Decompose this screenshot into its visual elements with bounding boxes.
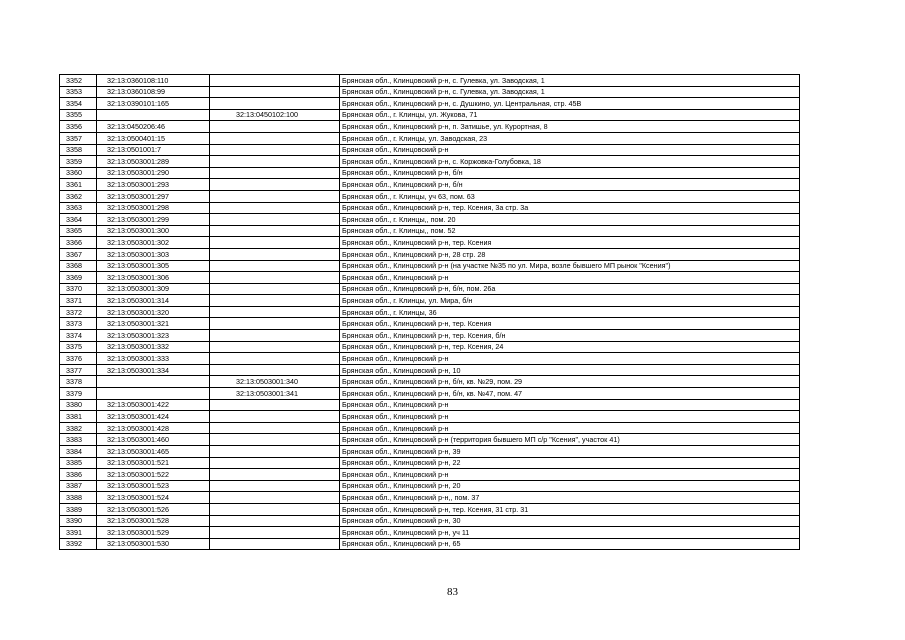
row-number-cell: 3376 [60,353,97,365]
row-number-cell: 3383 [60,434,97,446]
table-row [60,330,800,342]
cadastral-number-alt-cell [210,341,340,353]
cadastral-number-alt-cell [210,469,340,481]
cadastral-number-alt-cell [210,306,340,318]
row-number-cell: 3371 [60,295,97,307]
cadastral-number-cell: 32:13:0390101:165 [97,98,210,110]
row-number-cell: 3374 [60,330,97,342]
cadastral-number-alt-cell [210,248,340,260]
cadastral-number-alt-cell [210,86,340,98]
cadastral-number-cell: 32:13:0503001:303 [97,248,210,260]
address-cell: Брянская обл., Клинцовский р-н, с. Гулевка, ул. Заводская, 1 [340,75,800,87]
row-number-cell: 3353 [60,86,97,98]
row-number-cell: 3384 [60,446,97,458]
row-number-cell: 3354 [60,98,97,110]
cadastral-number-alt-cell: 32:13:0450102:100 [210,109,340,121]
cadastral-number-cell: 32:13:0503001:334 [97,364,210,376]
address-cell: Брянская обл., Клинцовский р-н (территория бывшего МП с/р "Ксения", участок 41) [340,434,800,446]
table-row [60,434,800,446]
table-row [60,144,800,156]
cadastral-number-cell: 32:13:0503001:309 [97,283,210,295]
table-row [60,283,800,295]
cadastral-number-alt-cell [210,98,340,110]
row-number-cell: 3386 [60,469,97,481]
address-cell: Брянская обл., Клинцовский р-н, б/н, кв. №47, пом. 47 [340,388,800,400]
cadastral-number-alt-cell [210,353,340,365]
table-row [60,190,800,202]
cadastral-number-cell: 32:13:0360108:110 [97,75,210,87]
address-cell: Брянская обл., Клинцовский р-н, уч 11 [340,527,800,539]
table-row [60,248,800,260]
cadastral-number-cell: 32:13:0503001:290 [97,167,210,179]
cadastral-number-alt-cell [210,515,340,527]
cadastral-number-alt-cell [210,237,340,249]
cadastral-number-alt-cell [210,330,340,342]
cadastral-number-cell: 32:13:0503001:460 [97,434,210,446]
table-row [60,295,800,307]
cadastral-number-cell: 32:13:0503001:289 [97,156,210,168]
row-number-cell: 3356 [60,121,97,133]
cadastral-number-cell: 32:13:0500401:15 [97,132,210,144]
row-number-cell: 3377 [60,364,97,376]
address-cell: Брянская обл., Клинцовский р-н, с. Душкино, ул. Центральная, стр. 45В [340,98,800,110]
row-number-cell: 3392 [60,538,97,550]
cadastral-number-alt-cell [210,457,340,469]
cadastral-number-alt-cell [210,156,340,168]
address-cell: Брянская обл., г. Клинцы,, пом. 52 [340,225,800,237]
address-cell: Брянская обл., Клинцовский р-н, 30 [340,515,800,527]
address-cell: Брянская обл., г. Клинцы, ул. Мира, б/н [340,295,800,307]
cadastral-number-alt-cell [210,446,340,458]
row-number-cell: 3367 [60,248,97,260]
cadastral-number-alt-cell: 32:13:0503001:340 [210,376,340,388]
row-number-cell: 3370 [60,283,97,295]
cadastral-number-alt-cell [210,364,340,376]
cadastral-number-cell: 32:13:0503001:299 [97,214,210,226]
cadastral-number-cell: 32:13:0503001:529 [97,527,210,539]
cadastral-number-alt-cell [210,214,340,226]
table-row [60,446,800,458]
table-row [60,156,800,168]
table-row [60,469,800,481]
address-cell: Брянская обл., Клинцовский р-н [340,411,800,423]
cadastral-number-alt-cell [210,272,340,284]
cadastral-number-cell: 32:13:0503001:323 [97,330,210,342]
address-cell: Брянская обл., Клинцовский р-н [340,469,800,481]
cadastral-number-alt-cell [210,422,340,434]
address-cell: Брянская обл., Клинцовский р-н, тер. Ксения, 31 стр. 31 [340,503,800,515]
address-cell: Брянская обл., Клинцовский р-н, б/н, пом. 26а [340,283,800,295]
cadastral-number-cell: 32:13:0503001:297 [97,190,210,202]
row-number-cell: 3366 [60,237,97,249]
row-number-cell: 3363 [60,202,97,214]
cadastral-number-cell: 32:13:0501001:7 [97,144,210,156]
table-row [60,353,800,365]
table-row [60,399,800,411]
row-number-cell: 3391 [60,527,97,539]
address-cell: Брянская обл., Клинцовский р-н, 20 [340,480,800,492]
address-cell: Брянская обл., Клинцовский р-н, тер. Ксения [340,237,800,249]
table-row [60,538,800,550]
table-row [60,98,800,110]
table-row [60,457,800,469]
row-number-cell: 3373 [60,318,97,330]
table-row [60,237,800,249]
row-number-cell: 3388 [60,492,97,504]
table-row [60,318,800,330]
cadastral-number-alt-cell [210,527,340,539]
cadastral-number-cell [97,109,210,121]
cadastral-number-alt-cell [210,283,340,295]
row-number-cell: 3375 [60,341,97,353]
cadastral-number-cell: 32:13:0503001:422 [97,399,210,411]
cadastral-number-alt-cell [210,538,340,550]
table-row [60,422,800,434]
cadastral-number-cell: 32:13:0503001:526 [97,503,210,515]
row-number-cell: 3378 [60,376,97,388]
address-cell: Брянская обл., Клинцовский р-н, 22 [340,457,800,469]
address-cell: Брянская обл., Клинцовский р-н, тер. Ксения, 3а стр. 3а [340,202,800,214]
table-row [60,260,800,272]
table-row [60,86,800,98]
row-number-cell: 3385 [60,457,97,469]
cadastral-number-alt-cell [210,225,340,237]
address-cell: Брянская обл., Клинцовский р-н, б/н [340,179,800,191]
cadastral-number-alt-cell [210,260,340,272]
cadastral-number-cell: 32:13:0503001:293 [97,179,210,191]
row-number-cell: 3360 [60,167,97,179]
cadastral-number-alt-cell [210,144,340,156]
row-number-cell: 3382 [60,422,97,434]
address-cell: Брянская обл., Клинцовский р-н, 28 стр. 28 [340,248,800,260]
table-row [60,214,800,226]
address-cell: Брянская обл., Клинцовский р-н [340,272,800,284]
address-cell: Брянская обл., Клинцовский р-н, тер. Ксения [340,318,800,330]
table-body [60,75,800,550]
row-number-cell: 3361 [60,179,97,191]
cadastral-number-cell: 32:13:0503001:298 [97,202,210,214]
address-cell: Брянская обл., Клинцовский р-н [340,422,800,434]
address-cell: Брянская обл., Клинцовский р-н (на участке №35 по ул. Мира, возле бывшего МП рынок "Ксения") [340,260,800,272]
cadastral-number-cell: 32:13:0503001:465 [97,446,210,458]
table-row [60,109,800,121]
table-row [60,75,800,87]
address-cell: Брянская обл., Клинцовский р-н, 39 [340,446,800,458]
address-cell: Брянская обл., Клинцовский р-н, б/н, кв. №29, пом. 29 [340,376,800,388]
cadastral-number-cell: 32:13:0450206:46 [97,121,210,133]
address-cell: Брянская обл., Клинцовский р-н, 10 [340,364,800,376]
cadastral-number-cell: 32:13:0503001:424 [97,411,210,423]
cadastral-number-cell [97,388,210,400]
address-cell: Брянская обл., Клинцовский р-н, тер. Ксения, б/н [340,330,800,342]
address-cell: Брянская обл., Клинцовский р-н [340,353,800,365]
cadastral-number-cell: 32:13:0503001:321 [97,318,210,330]
row-number-cell: 3387 [60,480,97,492]
cadastral-number-alt-cell [210,480,340,492]
cadastral-number-cell: 32:13:0503001:302 [97,237,210,249]
cadastral-number-alt-cell [210,503,340,515]
cadastral-number-cell: 32:13:0503001:305 [97,260,210,272]
cadastral-number-cell [97,376,210,388]
cadastral-number-cell: 32:13:0503001:530 [97,538,210,550]
cadastral-number-cell: 32:13:0503001:320 [97,306,210,318]
table-row [60,121,800,133]
cadastral-number-cell: 32:13:0503001:332 [97,341,210,353]
table-row [60,202,800,214]
table-row [60,364,800,376]
cadastral-number-cell: 32:13:0503001:333 [97,353,210,365]
row-number-cell: 3357 [60,132,97,144]
table-row [60,179,800,191]
cadastral-number-alt-cell [210,121,340,133]
row-number-cell: 3368 [60,260,97,272]
page-number: 83 [447,586,458,598]
address-cell: Брянская обл., Клинцовский р-н, с. Гулевка, ул. Заводская, 1 [340,86,800,98]
table-row [60,341,800,353]
cadastral-number-alt-cell [210,434,340,446]
cadastral-number-alt-cell [210,190,340,202]
table-row [60,167,800,179]
row-number-cell: 3364 [60,214,97,226]
row-number-cell: 3380 [60,399,97,411]
table-row [60,411,800,423]
cadastral-number-alt-cell [210,318,340,330]
cadastral-number-cell: 32:13:0503001:522 [97,469,210,481]
cadastral-number-cell: 32:13:0360108:99 [97,86,210,98]
cadastral-number-alt-cell: 32:13:0503001:341 [210,388,340,400]
address-cell: Брянская обл., г. Клинцы, ул. Жукова, 71 [340,109,800,121]
table-row [60,492,800,504]
cadastral-number-cell: 32:13:0503001:524 [97,492,210,504]
table-row [60,480,800,492]
row-number-cell: 3359 [60,156,97,168]
row-number-cell: 3365 [60,225,97,237]
address-cell: Брянская обл., г. Клинцы, уч 63, пом. 63 [340,190,800,202]
cadastral-number-alt-cell [210,167,340,179]
row-number-cell: 3372 [60,306,97,318]
cadastral-table [59,74,800,550]
table-row [60,225,800,237]
cadastral-number-alt-cell [210,399,340,411]
table-row [60,503,800,515]
cadastral-number-cell: 32:13:0503001:528 [97,515,210,527]
row-number-cell: 3390 [60,515,97,527]
address-cell: Брянская обл., Клинцовский р-н, тер. Ксения, 24 [340,341,800,353]
address-cell: Брянская обл., г. Клинцы, 36 [340,306,800,318]
cadastral-number-alt-cell [210,202,340,214]
row-number-cell: 3381 [60,411,97,423]
address-cell: Брянская обл., Клинцовский р-н, б/н [340,167,800,179]
table-row [60,376,800,388]
table-row [60,132,800,144]
table-row [60,388,800,400]
address-cell: Брянская обл., Клинцовский р-н, 65 [340,538,800,550]
row-number-cell: 3355 [60,109,97,121]
row-number-cell: 3389 [60,503,97,515]
row-number-cell: 3379 [60,388,97,400]
address-cell: Брянская обл., г. Клинцы,, пом. 20 [340,214,800,226]
cadastral-number-alt-cell [210,179,340,191]
table-row [60,515,800,527]
cadastral-number-cell: 32:13:0503001:521 [97,457,210,469]
row-number-cell: 3352 [60,75,97,87]
cadastral-number-alt-cell [210,132,340,144]
cadastral-number-cell: 32:13:0503001:306 [97,272,210,284]
address-cell: Брянская обл., Клинцовский р-н [340,399,800,411]
cadastral-number-cell: 32:13:0503001:523 [97,480,210,492]
cadastral-number-alt-cell [210,75,340,87]
table-row [60,272,800,284]
row-number-cell: 3362 [60,190,97,202]
cadastral-number-cell: 32:13:0503001:314 [97,295,210,307]
cadastral-number-alt-cell [210,492,340,504]
address-cell: Брянская обл., Клинцовский р-н,, пом. 37 [340,492,800,504]
cadastral-number-alt-cell [210,295,340,307]
cadastral-number-cell: 32:13:0503001:428 [97,422,210,434]
cadastral-number-alt-cell [210,411,340,423]
address-cell: Брянская обл., Клинцовский р-н, с. Коржовка-Голубовка, 18 [340,156,800,168]
address-cell: Брянская обл., Клинцовский р-н [340,144,800,156]
cadastral-number-cell: 32:13:0503001:300 [97,225,210,237]
address-cell: Брянская обл., Клинцовский р-н, п. Затишье, ул. Курортная, 8 [340,121,800,133]
row-number-cell: 3358 [60,144,97,156]
table-row [60,306,800,318]
row-number-cell: 3369 [60,272,97,284]
table-row [60,527,800,539]
address-cell: Брянская обл., г. Клинцы, ул. Заводская, 23 [340,132,800,144]
